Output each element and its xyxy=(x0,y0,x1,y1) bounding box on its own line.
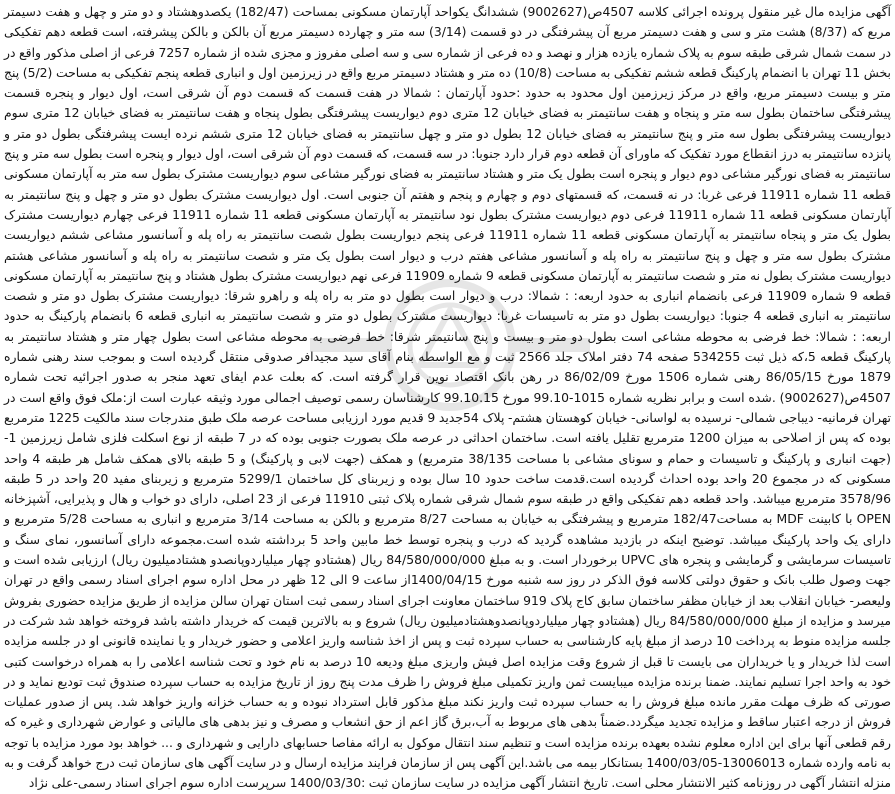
auction-notice-text: آگهی مزایده مال غیر منقول پرونده اجرائی کلاسه 4507ص(9002627) ششدانگ یکواحد آپارتمان مسکونی بمساحت (182/47) یکصدوهشتاد و دو متر و چهل و هفت دسیمتر مربع که (8/37) هشت متر و سی و هفت دسیمتر مربع آن پیشرفتگی در دو قسمت (3/14) سه متر و چهارده دسیمتر مربع آن بالکن و بالکن پیشرفته، است قطعه دهم تفکیکی در سمت شمال شرقی طبقه سوم به پلاک شماره یازده هزار و نهصد و ده فرعی از شماره سی و سه اصلی مفروز و مجزی شده از شماره 7257 فرعی از اصلی مذکور واقع در بخش 11 تهران با انضمام پارکینگ قطعه ششم تفکیکی به مساحت (10/8) ده متر و هشتاد دسیمتر مربع واقع در زیرزمین اول و انباری قطعه پنجم تفکیکی به مساحت (5/2) پنج متر و بیست دسیمتر مربع، واقع در مرکز زیرزمین اول محدود به حدود :حدود آپارتمان : شمالا در هفت قسمت که قسمت دوم آن شرقی است، اول دیوار و پنجره قسمت پیشرفتگی ساختمان بطول سه متر و پنجاه و هفت سانتیمتر به فضای خیابان 12 متری دوم دیواریست پیشرفتگی بطول پنجاه و هفت سانتیمتر به فضای خیابان 12 متری سوم دیواریست پیشرفتگی بطول سه متر و پنج سانتیمتر به فضای خیابان 12 بطول دو متر و چهل سانتیمتر به فضای خیابان 12 متری ششم نرده ایست پیشرفتگی بطول دو متر و پانزده سانتیمتر به درز انقطاع مورد تفکیک که ماورای آن قطعه دوم قرار دارد جنوبا: در سه قسمت، که قسمت دوم آن شرقی است، اول دیوار و پنجره است بطول سه متر و پنج سانتیمتر به فضای نورگیر مشاعی دوم دیوار و پنجره است بطول یک متر و هشتاد سانتیمتر به فضای نورگیر مشاعی سوم دیواریست مشترک بطول سه متر به آپارتمان مسکونی قطعه 11 شماره 11911 فرعی غربا: در نه قسمت، که قسمتهای دوم و چهارم و پنجم و هفتم آن جنوبی است. اول دیواریست مشترک بطول دو متر و چهل و پنج سانتیمتر به آپارتمان مسکونی قطعه 11 شماره 11911 فرعی دوم دیواریست مشترک بطول نود سانتیمتر به آپارتمان مسکونی قطعه 11 شماره 11911 فرعی چهارم دیواریست مشترک بطول یک متر و پنجاه سانتیمتر به آپارتمان مسکونی قطعه 11 شماره 11911 فرعی پنجم دیواریست بطول شصت سانتیمتر به راه پله و آسانسور مشاعی ششم دیواریست مشترک بطول سه متر و چهل و پنج سانتیمتر به راه پله و آسانسور مشاعی هفتم درب و دیوار است بطول یک متر و شصت سانتیمتر به راه پله و آسانسور مشاعی هشتم دیواریست مشترک بطول نه متر و شصت سانتیمتر به آپارتمان مسکونی قطعه 9 شماره 11909 فرعی نهم دیواریست مشترک بطول هشتاد و پنج سانتیمتر به آپارتمان مسکونی قطعه 9 شماره 11909 فرعی بانضمام انباری به حدود اربعه: : شمالا: درب و دیوار است بطول دو متر به راه پله و راهرو شرقا: دیواریست مشترک بطول دو متر و شصت سانتیمتر به انباری قطعه 4 جنوبا: دیواریست بطول دو متر به تاسیسات غربا: دیواریست مشترک بطول دو متر و شصت سانتیمتر به انباری قطعه 6 بانضمام پارکینگ به حدود اربعه: : شمالا: خط فرضی به محوطه مشاعی است بطول دو متر و بیست و پنج سانتیمتر شرقا: خط فرضی به محوطه مشاعی است بطول چهار متر و هشتاد سانتیمتر به پارکینگ قطعه 5،که ذیل ثبت 534255 صفحه 74 دفتر املاک جلد 2566 ثبت و مع الواسطه بنام آقای سید مجیدافر صدوقی منتقل گردیده است و بموجب سند رهنی شماره 1879 مورخ 86/05/15 رهنی شماره 1506 مورخ 86/02/09 در رهن بانک اقتصاد نوین قرار گرفته است. که بعلت عدم ایفای تعهد منجر به صدور اجرائیه تحت شماره 4507ص(9002627) .شده است و برابر نظریه شماره 1015-99.10 مورخ 99.10.15 کارشناسان رسمی توصیف اجمالی مورد وثیقه عبارت است از:ملک فوق واقع است در تهران فرمانیه- دیباجی شمالی- نرسیده به لواسانی- خیابان کوهستان هشتم- پلاک 54جدید 9 قدیم مورد ارزیابی مساحت عرصه ملک طبق مندرجات سند مالکیت 1225 مترمربع بوده که پس از اصلاحی به میزان 1200 مترمربع تقلیل یافته است. ساختمان احداثی در عرصه ملک بصورت جنوبی بوده که در 7 طبقه از نوع اسکلت فلزی شامل زیرزمین 1- (جهت انباری و پارکینگ و تاسیسات و حمام و سونای مشاعی با مساحت 38/135 مترمربع) و همکف (جهت لابی و پارکینگ) و 5 طبقه بالای همکف شامل هر طبقه 4 واحد مسکونی که در مجموع 20 واحد بوده احداث گردیده است.قدمت ساخت حدود 10 سال بوده و زیربنای کل ساختمان 5299/1 مترمربع و زیربنای مفید 20 واحد در 5 طبقه 3578/96 مترمربع میباشد. واحد قطعه دهم تفکیکی واقع در طبقه سوم شمال شرقی شماره پلاک ثبتی 11910 فرعی از 23 اصلی، دارای دو خواب و هال و پذیرایی، آشپزخانه OPEN با کابینت MDF به مساحت182/47 مترمربع و پیشرفتگی به خیابان به مساحت 8/27 مترمربع و بالکن به مساحت 3/14 مترمربع و انباری به مساحت 5/28 مترمربع و دارای یک واحد پارکینگ میباشد. توضیح اینکه در بازدید مشاهده گردید که درب و پنجره توسط خط مابین واحد 5 برداشته شده است.مجموعه دارای آسانسور، نمای سنگ و تاسیسات سرمایشی و گرمایشی و پنجره های UPVC برخوردار است. و به مبلغ 84/580/000/000 ریال (هشتادو چهار میلیاردوپانصدو هشتادمیلیون ریال) ارزیابی شده است و جهت وصول طلب بانک و حقوق دولتی کلاسه فوق الذکر در روز سه شنبه مورخ 1400/04/15از ساعت 9 الی 12 ظهر در محل اداره سوم اجرای اسناد رسمی واقع در تهران ولیعصر- خیابان انقلاب بعد از خیابان مظفر ساختمان سابق کاج پلاک 919 ساختمان معاونت اجرای اسناد رسمی ثبت استان تهران سالن مزایده از طریق مزایده حضوری بفروش میرسد و مزایده از مبلغ 84/580/000/000 ریال (هشتادو چهار میلیاردوپانصدوهشتادمیلیون ریال) شروع و به بالاترین قیمت که خریدار داشته باشد فروخته خواهد شد شرکت در جلسه مزایده منوط به پرداخت 10 درصد از مبلغ پایه کارشناسی به حساب سپرده ثبت و پس از اخذ شناسه واریز اعلامی و حضور خریدار و یا نماینده قانونی او در جلسه مزایده است لذا خریدار و یا خریداران می بایست تا قبل از شروع وقت مزایده اصل فیش واریزی مبلغ ودیعه 10 درصد به نام خود و تحت شناسه اعلامی را به همراه درخواست کتبی خود به واحد اجرا تسلیم نمایند. ضمنا برنده مزایده میبایست ثمن واریز تکمیلی مبلغ فروش را ظرف مدت پنج روز از تاریخ مزایده به حساب سپرده صندوق ثبت تودیع نماید و در صورتی که ظرف مهلت مقرر مانده مبلغ فروش را به حساب سپرده ثبت واریز نکند مبلغ مذکور قابل استرداد نبوده و به حساب خزانه واریز خواهد شد. پس از صدور عملیات فروش از درجه اعتبار ساقط و مزایده تجدید میگردد.ضمناً بدهی های مربوط به آب،برق گاز اعم از حق انشعاب و مصرف و نیز بدهی های مالیاتی و عوارض شهرداری و غیره که رقم قطعی آنها برای این اداره معلوم نشده بعهده برنده مزایده است و تنظیم سند انتقال موکول به ارائه مفاصا حسابهای دارایی و شهرداری و ... خواهد بود مورد مزایده با توجه به نامه وارده شماره 13006013-1400/03/05 بستانکار بیمه می باشد.این آگهی پس از سازمان فرایند مزایده ارسال و در سایت آگهی های سازمان ثبت درج خواهد گرفت و به منزله انتشار آگهی در روزنامه کثیر الانتشار محلی است. تاریخ انتشار آگهی مزایده در سایت سازمان ثبت :1400/03/30 سرپرست اداره سوم اجرای اسناد رسمی-علی نژاد xyxy=(4,4,892,791)
